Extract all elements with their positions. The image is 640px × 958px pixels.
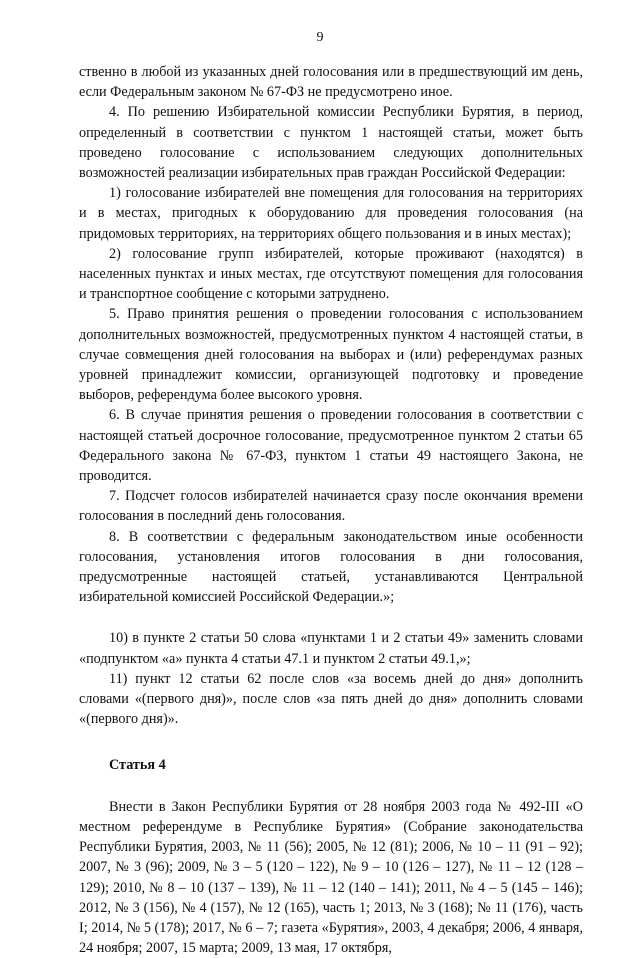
- page-number: 9: [316, 30, 324, 45]
- paragraph-subitem-4-2: 2) голосование групп избирателей, которые проживают (находятся) в населенных пунктах и иных местах, где отсутствуют помещения для голосования и транспортное сообщение с которыми затруднено.: [79, 245, 583, 303]
- paragraph-amendment-11: 11) пункт 12 статьи 62 после слов «за восемь дней до дня» дополнить словами «(первого дня)», после слов «за пять дней до дня» дополнить словами «(первого дня)».: [79, 670, 583, 728]
- paragraph-item-8: 8. В соответствии с федеральным законодательством иные особенности голосования, установления итогов голосования в дни голосования, предусмотренные настоящей статьей, устанавливаются Центральной избирательной комиссией Российской Федерации.»;: [79, 528, 583, 606]
- paragraph-item-5: 5. Право принятия решения о проведении голосования с использованием дополнительных возможностей, предусмотренных пунктом 4 настоящей статьи, в случае совмещения дней голосования на выборах и (или) референдумах разных уровней принадлежит комиссии, организующей подготовку и проведение выборов, референдума более высокого уровня.: [79, 306, 583, 404]
- paragraph-item-6: 6. В случае принятия решения о проведении голосования в соответствии с настоящей статьей досрочное голосование, предусмотренное пунктом 2 статьи 65 Федерального закона № 67-ФЗ, пунктом 1 статьи 49 настоящего Закона, не проводится.: [79, 407, 583, 485]
- document-body: [79, 62, 583, 958]
- paragraph-subitem-4-1: 1) голосование избирателей вне помещения для голосования на территориях и в местах, пригодных к оборудованию для проведения голосования (на придомовых территориях, на территориях общего пользования и в иных местах);: [79, 185, 583, 242]
- paragraph-item-4: 4. По решению Избирательной комиссии Республики Бурятия, в период, определенный в соответствии с пунктом 1 настоящей статьи, может быть проведено голосование с использованием следующих дополнительных возможностей реализации избирательных прав граждан Российской Федерации:: [79, 104, 583, 182]
- paragraph-continuation: ственно в любой из указанных дней голосования или в предшествующий им день, если Федеральным законом № 67-ФЗ не предусмотрено иное.: [79, 64, 583, 101]
- paragraph-amendment-10: 10) в пункте 2 статьи 50 слова «пунктами 1 и 2 статьи 49» заменить словами «подпунктом «а» пункта 4 статьи 47.1 и пунктом 2 статьи 49.1,»;: [79, 630, 583, 667]
- paragraph-item-7: 7. Подсчет голосов избирателей начинается сразу после окончания времени голосования в последний день голосования.: [79, 488, 583, 525]
- article-heading: Статья 4: [109, 756, 166, 773]
- paragraph-article-4: Внести в Закон Республики Бурятия от 28 ноября 2003 года № 492-III «О местном референдуме в Республике Бурятия» (Собрание законодательства Республики Бурятия, 2003, № 11 (56); 2005, № 12 (81); 2006, № 10 – 11 (91 – 92); 2007, № 3 (96); 2009, № 3 – 5 (120 – 122), № 9 – 10 (126 – 127), № 11 – 12 (128 – 129); 2010, № 8 – 10 (137 – 139), № 11 – 12 (140 – 141); 2011, № 4 – 5 (145 – 146); 2012, № 3 (156), № 4 (157), № 12 (165), часть 1; 2013, № 3 (168); № 11 (176), часть I; 2014, № 5 (178); 2017, № 6 – 7; газета «Бурятия», 2003, 4 декабря; 2006, 4 января, 24 ноября; 2007, 15 марта; 2009, 13 мая, 17 октября,: [79, 798, 583, 957]
